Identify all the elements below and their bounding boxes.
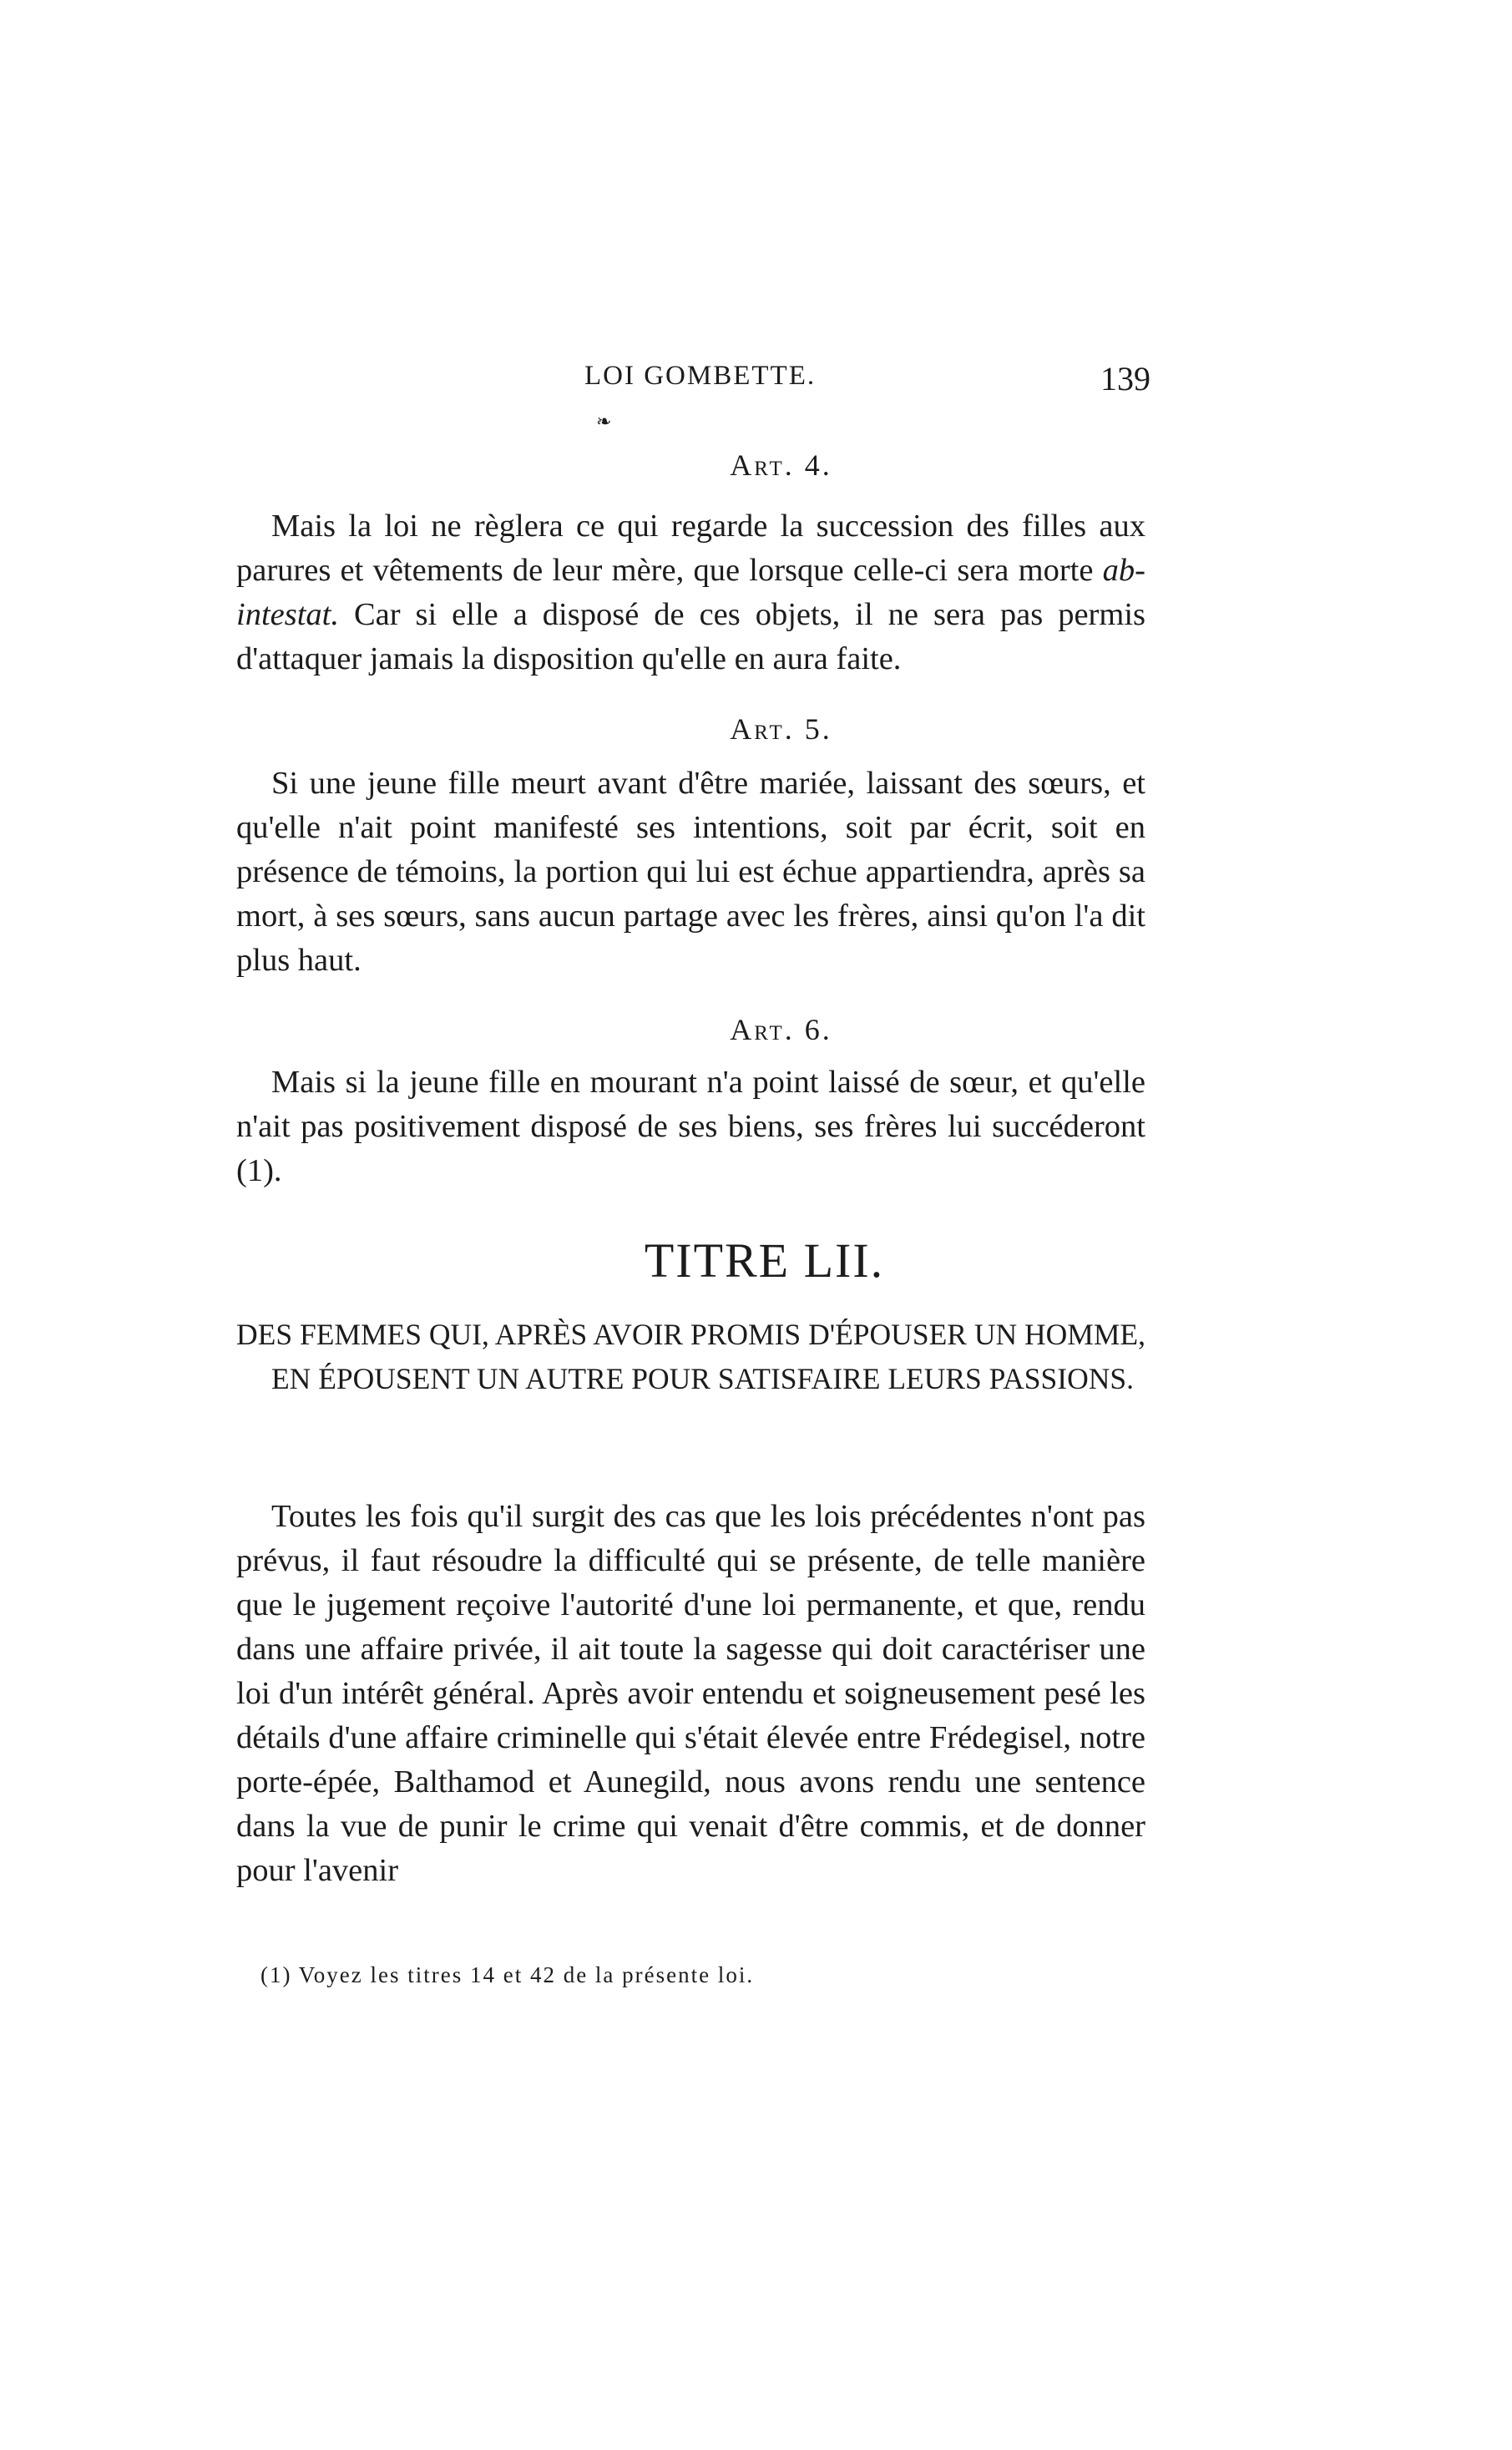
ab-intestat-italic: ab-intestat. — [236, 553, 1145, 632]
footnote: (1) Voyez les titres 14 et 42 de la présente loi. — [260, 1962, 755, 1987]
page-number: 139 — [1100, 360, 1150, 397]
running-title: LOI GOMBETTE. — [584, 361, 817, 391]
article-4-heading: Art. 4. — [730, 448, 832, 482]
titre-heading: TITRE LII. — [644, 1233, 885, 1288]
article-6-text: Mais si la jeune fille en mourant n'a point laissé de sœur, et qu'elle n'ait pas positivement disposé de ses biens, ses frères lui succéderont (1). — [236, 1065, 1145, 1188]
article-5-text: Si une jeune fille meurt avant d'être mariée, laissant des sœurs, et qu'elle n'ait point manifesté ses intentions, soit par écrit, soit en présence de témoins, la portion qui lui est échue appartiendra, après sa mort, à ses sœurs, sans aucun partage avec les frères, ainsi qu'on l'a dit plus haut. — [236, 766, 1145, 978]
article-5-heading: Art. 5. — [730, 712, 832, 746]
article-6-heading: Art. 6. — [730, 1013, 832, 1046]
printer-ornament: ❧ — [596, 411, 612, 432]
titre-body-text: Toutes les fois qu'il surgit des cas que les lois précédentes n'ont pas prévus, il faut résoudre la difficulté qui se présente, de telle manière que le jugement reçoive l'autorité d'une loi permanente, et que, rendu dans une affaire privée, il ait toute la sagesse qui doit caractériser une loi d'un intérêt général. Après avoir entendu et soigneusement pesé les détails d'une affaire criminelle qui s'était élevée entre Frédegisel, notre porte-épée, Balthamod et Aunegild, nous avons rendu une sentence dans la vue de punir le crime qui venait d'être commis, et de donner pour l'avenir — [236, 1499, 1145, 1888]
titre-subtitle: DES FEMMES QUI, APRÈS AVOIR PROMIS D'ÉPOUSER UN HOMME, EN ÉPOUSENT UN AUTRE POUR SATISFAIRE LEURS PASSIONS. — [236, 1318, 1145, 1395]
article-4-text: Mais la loi ne règlera ce qui regarde la succession des filles aux parures et vêtements de leur mère, que lorsque celle-ci sera morte ab-intestat. Car si elle a disposé de ces objets, il ne sera pas permis d'attaquer jamais la disposition qu'elle en aura faite. — [236, 509, 1145, 676]
